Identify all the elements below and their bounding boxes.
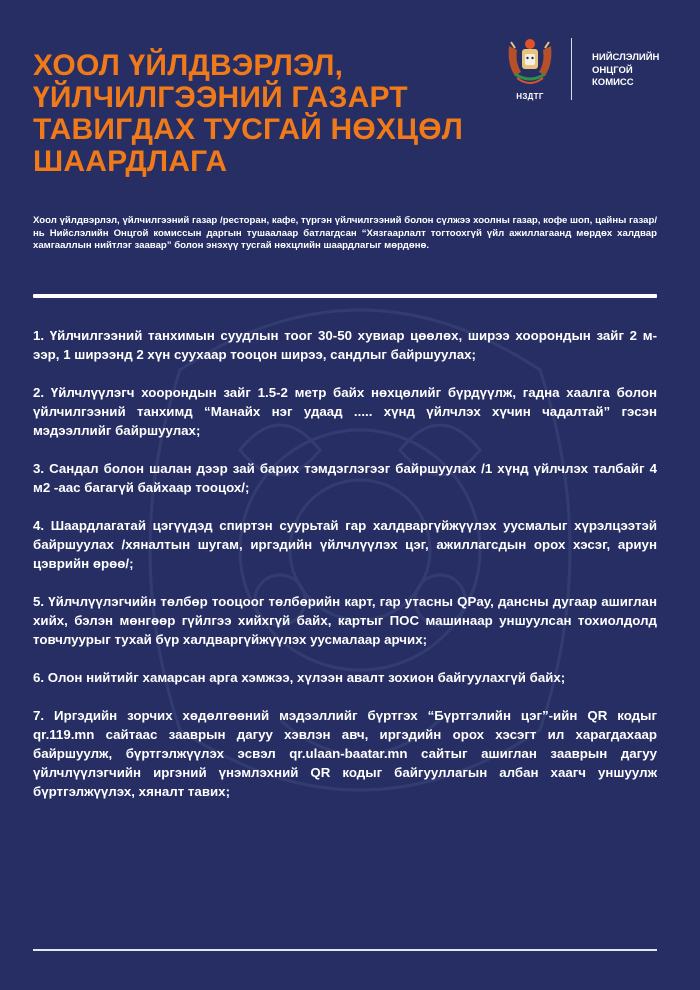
coat-of-arms-icon <box>505 36 555 88</box>
top-divider <box>33 294 657 298</box>
requirement-item: 3. Сандал болон шалан дээр зай барих тэмдэглэгээг байршуулах /1 хүнд үйлчлэх талбайг 4 м2 -аас багагүй байхаар тооцох/; <box>33 461 657 495</box>
requirement-item: 5. Үйлчлүүлэгчийн төлбөр тооцоог төлбөрийн карт, гар утасны QPay, дансны дугаар ашиглан хийх, бэлэн мөнгөөр гүйлгээ хийхгүй байх, картыг ПОС машинаар уншуулсан тохиолдолд товчлуурыг тухай бүр халдваргүйжүүлэх уусмалаар арчих; <box>33 594 657 647</box>
title-line: ТАВИГДАХ ТУСГАЙ НӨХЦӨЛ <box>33 113 464 146</box>
intro-paragraph: Хоол үйлдвэрлэл, үйлчилгээний газар /ресторан, кафе, түргэн үйлчилгээний болон сүлжээ хоолны газар, кофе шоп, цайны газар/ нь Нийслэлийн Онцгой комиссын даргын тушаалаар батлагдсан “Хязгаарлалт тогтоохгүй үйл ажиллагаанд мөрдөх халдвар хамгааллын нийтлэг заавар” болон энэхүү тусгай нөхцлийн шаардлагыг мөрдөнө. <box>33 215 657 252</box>
requirement-item: 1. Үйлчилгээний танхимын суудлын тоог 30-50 хувиар цөөлөх, ширээ хоорондын зайг 2 м-ээр, 1 ширээнд 2 хүн суухаар тооцон ширээ, сандлыг байршуулах; <box>33 328 657 362</box>
bottom-divider <box>33 949 657 951</box>
requirement-item: 7. Иргэдийн зорчих хөдөлгөөний мэдээллийг бүртгэх “Бүртгэлийн цэг”-ийн QR кодыг qr.119.mn сайтаас зааврын дагуу хэвлэн авч, иргэдийн орох хэсэгт ил харагдахаар байршуулж, бүртгэлжүүлэх эсвэл qr.ulaan-baatar.mn сайтыг ашиглан зааврын дагуу үйлчлүүлэгчийн иргэний үнэмлэхний QR кодыг байгууллагын албан хаагч уншуулж бүртгэлжүүлэх, хяналт тавих; <box>33 708 657 799</box>
title-line: ҮЙЛЧИЛГЭЭНИЙ ГАЗАРТ <box>33 81 408 114</box>
requirement-item: 2. Үйлчлүүлэгч хоорондын зайг 1.5-2 метр байх нөхцөлийг бүрдүүлж, гадна хаалга болон үйлчилгээний танхимд “Манайх нэг удаад ..... хүнд үйлчлэх хүчин чадалтай” гэсэн мэдээллийг байршуулах; <box>33 385 657 438</box>
header-divider <box>571 38 572 100</box>
requirement-item: 6. Олон нийтийг хамарсан арга хэмжээ, хүлээн авалт зохион байгуулахгүй байх; <box>33 670 566 685</box>
requirement-item: 4. Шаардлагатай цэгүүдэд спиртэн суурьтай гар халдваргүйжүүлэх уусмалыг хүрэлцээтэй байршуулах /хяналтын шугам, иргэдийн үйлчлүүлэх цэг, ажиллагсдын орох хэсэг, ариун цэврийн өрөө/; <box>33 518 657 571</box>
org-line: НИЙСЛЭЛИЙН <box>592 52 660 63</box>
title-line: ХООЛ ҮЙЛДВЭРЛЭЛ, <box>33 49 344 82</box>
requirements-list <box>33 326 657 801</box>
emblem-logo <box>502 36 558 108</box>
title-line: ШААРДЛАГА <box>33 145 228 178</box>
organization-name <box>592 52 659 90</box>
emblem-label: НЗДТГ <box>516 92 544 101</box>
org-line: ОНЦГОЙ <box>592 64 633 76</box>
page-title <box>33 50 503 178</box>
org-line: КОМИСС <box>592 77 634 88</box>
